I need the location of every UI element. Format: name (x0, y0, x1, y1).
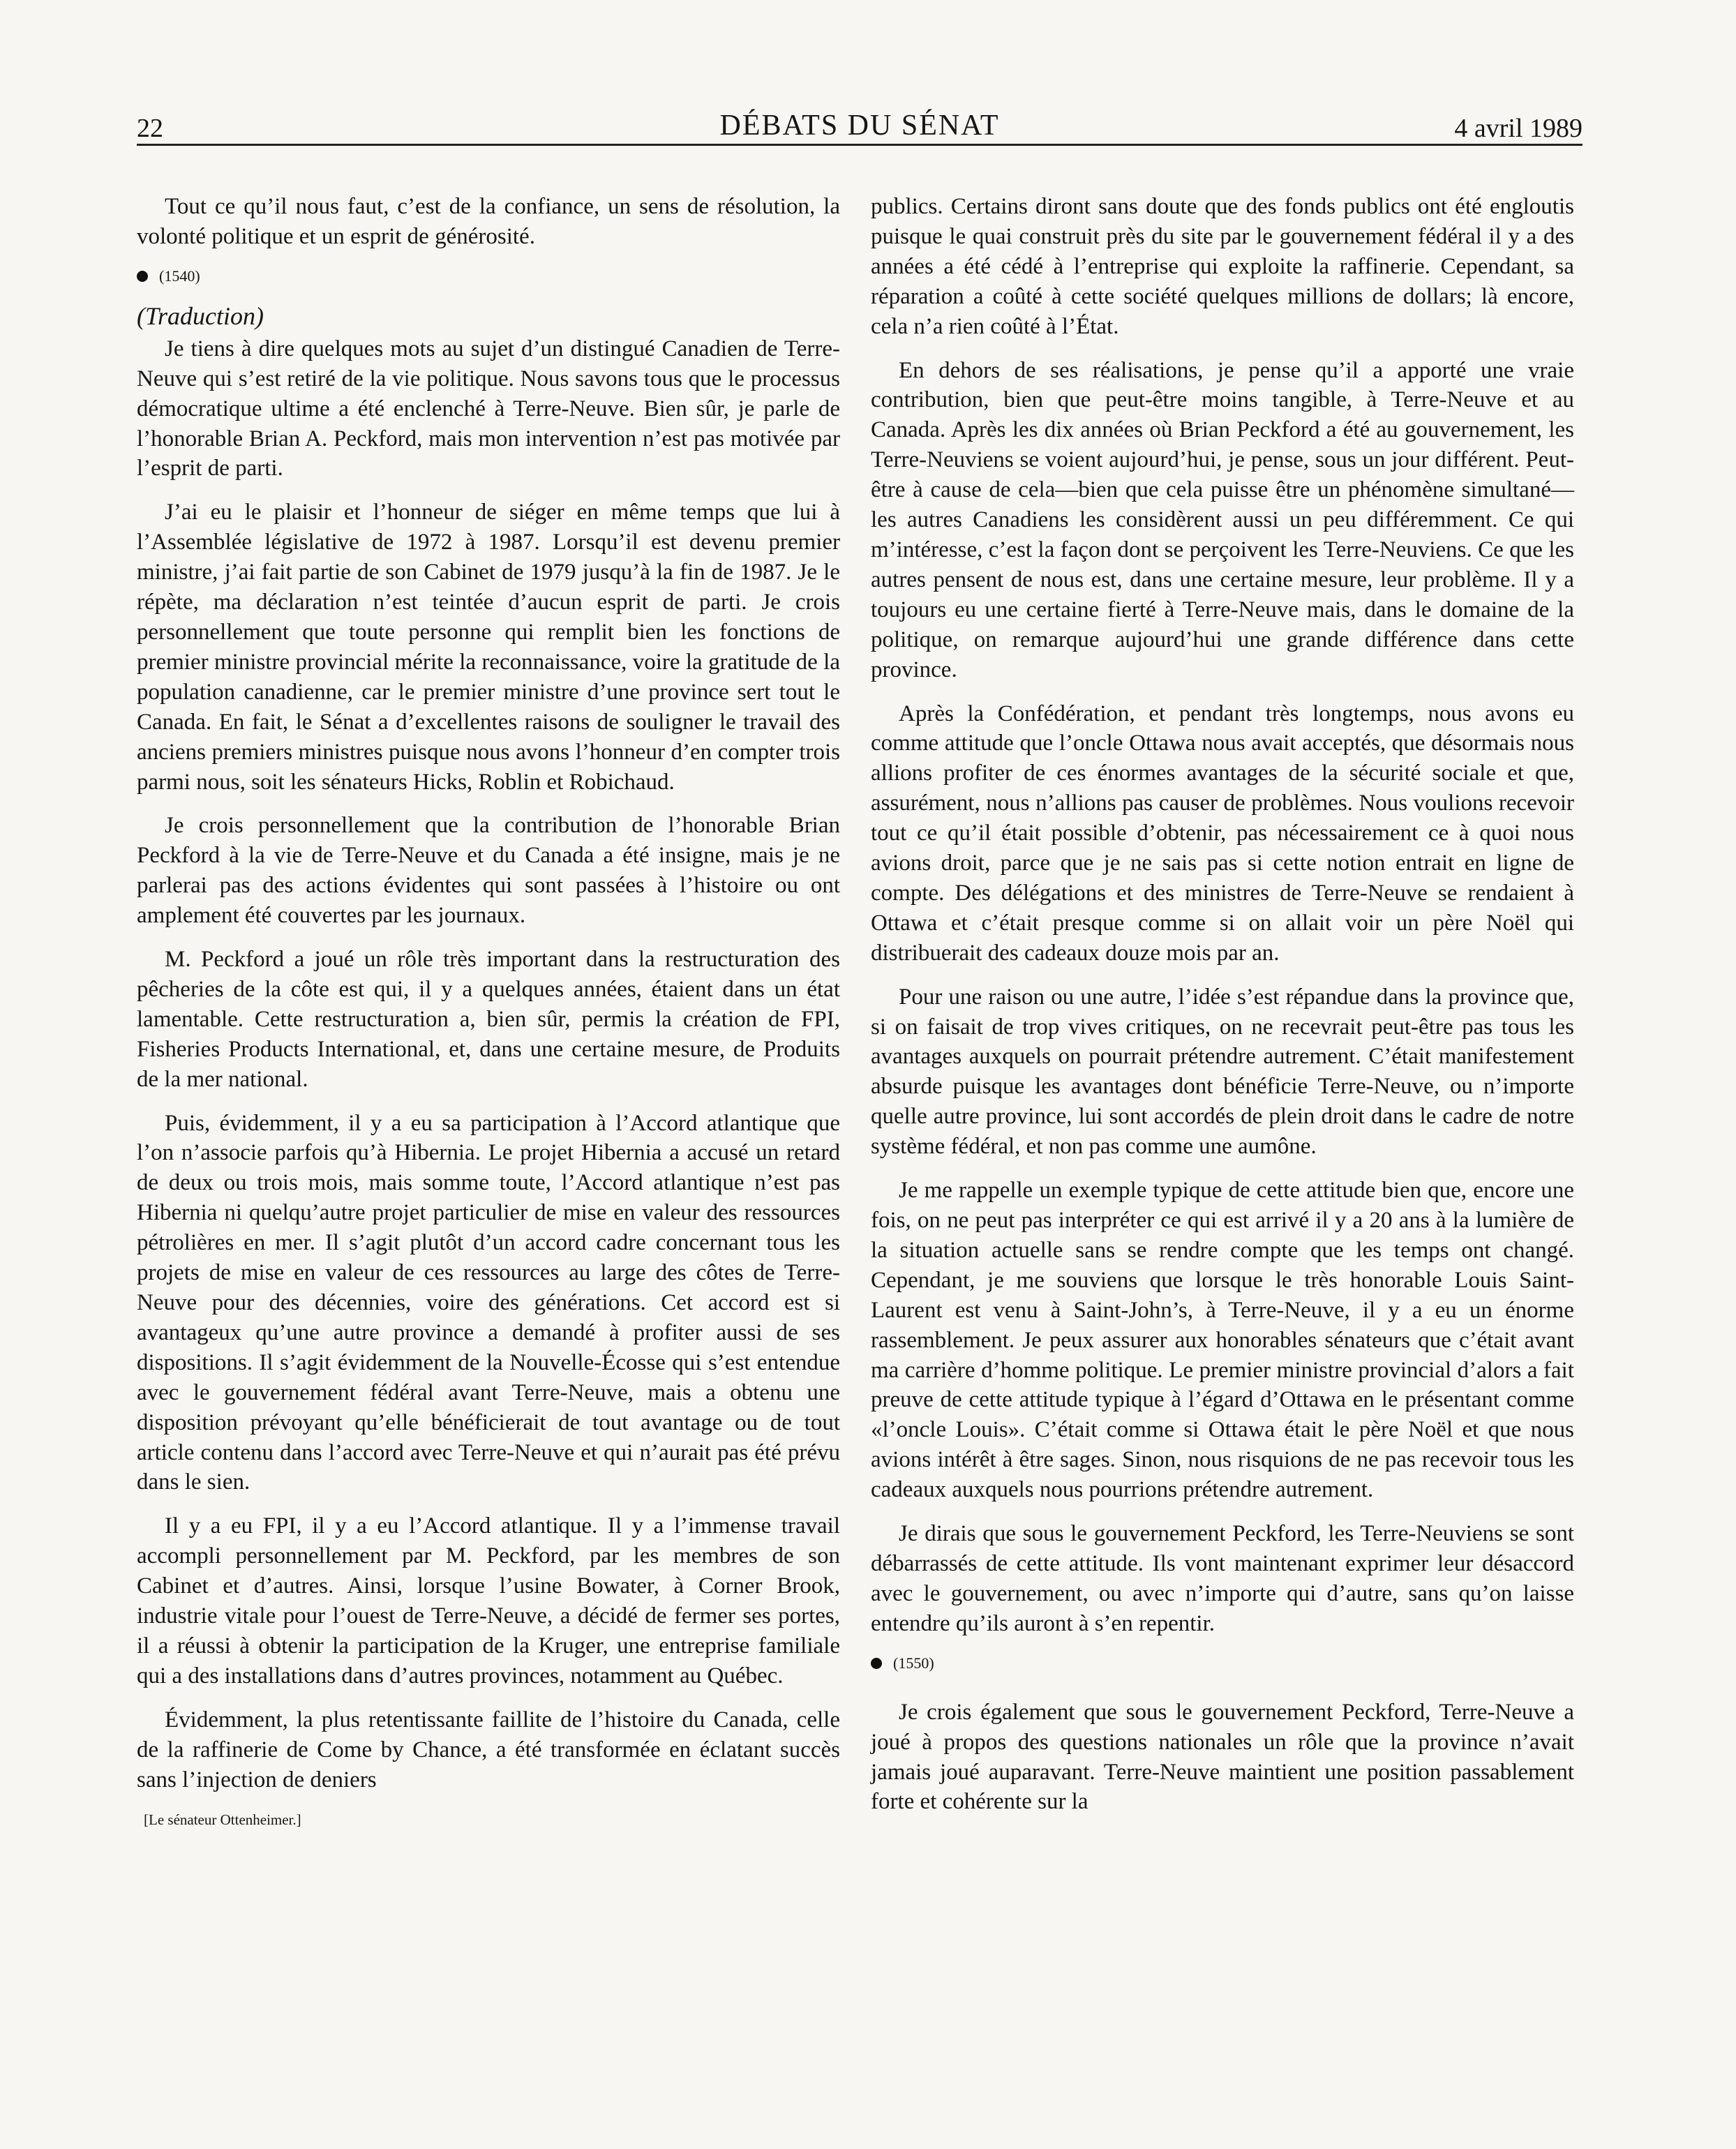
bullet-icon (137, 271, 148, 282)
time-stamp: (1550) (893, 1654, 934, 1672)
paragraph: M. Peckford a joué un rôle très important dans la restructuration des pêcheries de la côte est qui, il y a quelques années, étaient dans un état lamentable. Cette restructuration a, bien sûr, permis la création de FPI, Fisheries Products International, et, dans une certaine mesure, de Produits de la mer national. (137, 947, 840, 1092)
paragraph: Pour une raison ou une autre, l’idée s’est répandue dans la province que, si on faisait de trop vives critiques, on ne recevrait peut-être pas tous les avantages auxquels on pourrait prétendre autrement. C’était manifestement absurde puisque les avantages dont bénéficie Terre-Neuve, ou n’importe quelle autre province, lui sont accordés de plein droit dans le cadre de notre système fédéral, et non pas comme une aumône. (871, 984, 1574, 1160)
paragraph: J’ai eu le plaisir et l’honneur de siéger en même temps que lui à l’Assemblée législative de 1972 à 1987. Lorsqu’il est devenu premier ministre, j’ai fait partie de son Cabinet de 1979 jusqu’à la fin de 1987. Je le répète, ma déclaration n’est teintée d’aucun esprit de parti. Je crois personnellement que toute personne qui remplit bien les fonctions de premier ministre provincial mérite la reconnaissance, voire la gratitude de la population canadienne, car le premier ministre d’une province sert tout le Canada. En fait, le Sénat a d’excellentes raisons de souligner le travail des anciens premiers ministres puisque nous avons l’honneur d’en compter trois parmi nous, soit les sénateurs Hicks, Roblin et Robichaud. (137, 500, 840, 795)
publication-title: DÉBATS DU SÉNAT (719, 110, 1000, 142)
time-marker (137, 266, 840, 287)
paragraph: Après la Confédération, et pendant très longtemps, nous avons eu comme attitude que l’oncle Ottawa nous avait acceptés, que désormais nous allions profiter de ces énormes avantages de la sécurité sociale et que, assurément, nous n’allions pas causer de problèmes. Nous voulions recevoir tout ce qu’il était possible d’obtenir, pas nécessairement ce à quoi nous avions droit, parce que je ne sais pas si cette notion entrait en ligne de compte. Des délégations et des ministres de Terre-Neuve se rendaient à Ottawa et c’était presque comme si on allait voir un père Noël qui distribuerait des cadeaux douze mois par an. (871, 701, 1574, 966)
translation-label: (Traduction) (137, 301, 264, 330)
right-column (871, 192, 1574, 1831)
paragraph: Je crois personnellement que la contribution de l’honorable Brian Peckford à la vie de Terre-Neuve et du Canada a été insigne, mais je ne parlerai pas des actions évidentes qui sont passées à l’histoire ou ont amplement été couvertes par les journaux. (137, 813, 840, 929)
speaker-note: [Le sénateur Ottenheimer.] (144, 1811, 301, 1828)
page-header (137, 106, 1582, 148)
time-marker (871, 1653, 1574, 1674)
paragraph: publics. Certains diront sans doute que des fonds publics ont été engloutis puisque le quai construit près du site par le gouvernement fédéral il y a des années a été cédé à l’entreprise qui exploite la raffinerie. Cependant, sa réparation a coûté à cette société quelques millions de dollars; là encore, cela n’a rien coûté à l’État. (871, 194, 1574, 339)
left-column (137, 192, 840, 1830)
paragraph: Tout ce qu’il nous faut, c’est de la confiance, un sens de résolution, la volonté politique et un esprit de générosité. (137, 194, 840, 249)
paragraph: Je tiens à dire quelques mots au sujet d’un distingué Canadien de Terre-Neuve qui s’est retiré de la vie politique. Nous savons tous que le processus démocratique ultime a été enclenché à Terre-Neuve. Bien sûr, je parle de l’honorable Brian A. Peckford, mais mon intervention n’est pas motivée par l’esprit de parti. (137, 336, 840, 481)
issue-date: 4 avril 1989 (1454, 114, 1582, 143)
paragraph: Il y a eu FPI, il y a eu l’Accord atlantique. Il y a l’immense travail accompli personnellement par M. Peckford, par les membres de son Cabinet et d’autres. Ainsi, lorsque l’usine Bowater, à Corner Brook, industrie vitale pour l’ouest de Terre-Neuve, a décidé de fermer ses portes, il a réussi à obtenir la participation de la Kruger, une entreprise familiale qui a des installations dans d’autres provinces, notamment au Québec. (137, 1513, 840, 1688)
bullet-icon (871, 1658, 882, 1669)
page-number: 22 (137, 114, 163, 143)
paragraph: Je dirais que sous le gouvernement Peckford, les Terre-Neuviens se sont débarrassés de cette attitude. Ils vont maintenant exprimer leur désaccord avec le gouvernement, ou avec n’importe qui d’autre, sans qu’on laisse entendre qu’ils auront à s’en repentir. (871, 1521, 1574, 1636)
paragraph: En dehors de ses réalisations, je pense qu’il a apporté une vraie contribution, bien que peut-être moins tangible, à Terre-Neuve et au Canada. Après les dix années où Brian Peckford a été au gouvernement, les Terre-Neuviens se voient aujourd’hui, je pense, sous un jour différent. Peut-être à cause de cela—bien que cela puisse être un phénomène simultané—les autres Canadiens les considèrent aussi un peu différemment. Ce qui m’intéresse, c’est la façon dont se perçoivent les Terre-Neuviens. Ce que les autres pensent de nous est, dans une certaine mesure, leur problème. Il y a toujours eu une certaine fierté à Terre-Neuve mais, dans le domaine de la politique, on remarque aujourd’hui une grande différence dans cette province. (871, 357, 1574, 682)
header-rule (137, 144, 1582, 146)
paragraph: Évidemment, la plus retentissante faillite de l’histoire du Canada, celle de la raffinerie de Come by Chance, a été transformée en éclatant succès sans l’injection de deniers (137, 1707, 840, 1792)
paragraph: Je me rappelle un exemple typique de cette attitude bien que, encore une fois, on ne peut pas interpréter ce qui est arrivé il y a 20 ans à la lumière de la situation actuelle sans se rendre compte que les temps ont changé. Cependant, je me souviens que lorsque le très honorable Louis Saint-Laurent est venu à Saint-John’s, à Terre-Neuve, il y a eu un énorme rassemblement. Je peux assurer aux honorables sénateurs que c’était avant ma carrière d’homme politique. Le premier ministre provincial d’alors a fait preuve de cette attitude typique à l’égard d’Ottawa en le présentant comme «l’oncle Louis». C’était comme si Ottawa était le père Noël et que nous avions intérêt à être sages. Sinon, nous risquions de ne pas recevoir tous les cadeaux auxquels nous pourrions prétendre autrement. (871, 1178, 1574, 1503)
paragraph: Je crois également que sous le gouvernement Peckford, Terre-Neuve a joué à propos des questions nationales un rôle que la province n’avait jamais joué auparavant. Terre-Neuve maintient une position passablement forte et cohérente sur la (871, 1699, 1574, 1815)
time-stamp: (1540) (159, 267, 200, 285)
paragraph: Puis, évidemment, il y a eu sa participation à l’Accord atlantique que l’on n’associe parfois qu’à Hibernia. Le projet Hibernia a accusé un retard de deux ou trois mois, mais somme toute, l’Accord atlantique n’est pas Hibernia ni quelqu’autre projet particulier de mise en valeur des ressources pétrolières en mer. Il s’agit plutôt d’un accord cadre concernant tous les projets de mise en valeur de ces ressources au large des côtes de Terre-Neuve pour des décennies, voire des générations. Cet accord est si avantageux qu’une autre province a demandé à profiter aussi de ses dispositions. Il s’agit évidemment de la Nouvelle-Écosse qui s’est entendue avec le gouvernement fédéral avant Terre-Neuve, mais a obtenu une disposition prévoyant qu’elle bénéficierait de tout avantage ou de tout article contenu dans l’accord avec Terre-Neuve et qui n’aurait pas été prévu dans le sien. (137, 1110, 840, 1495)
